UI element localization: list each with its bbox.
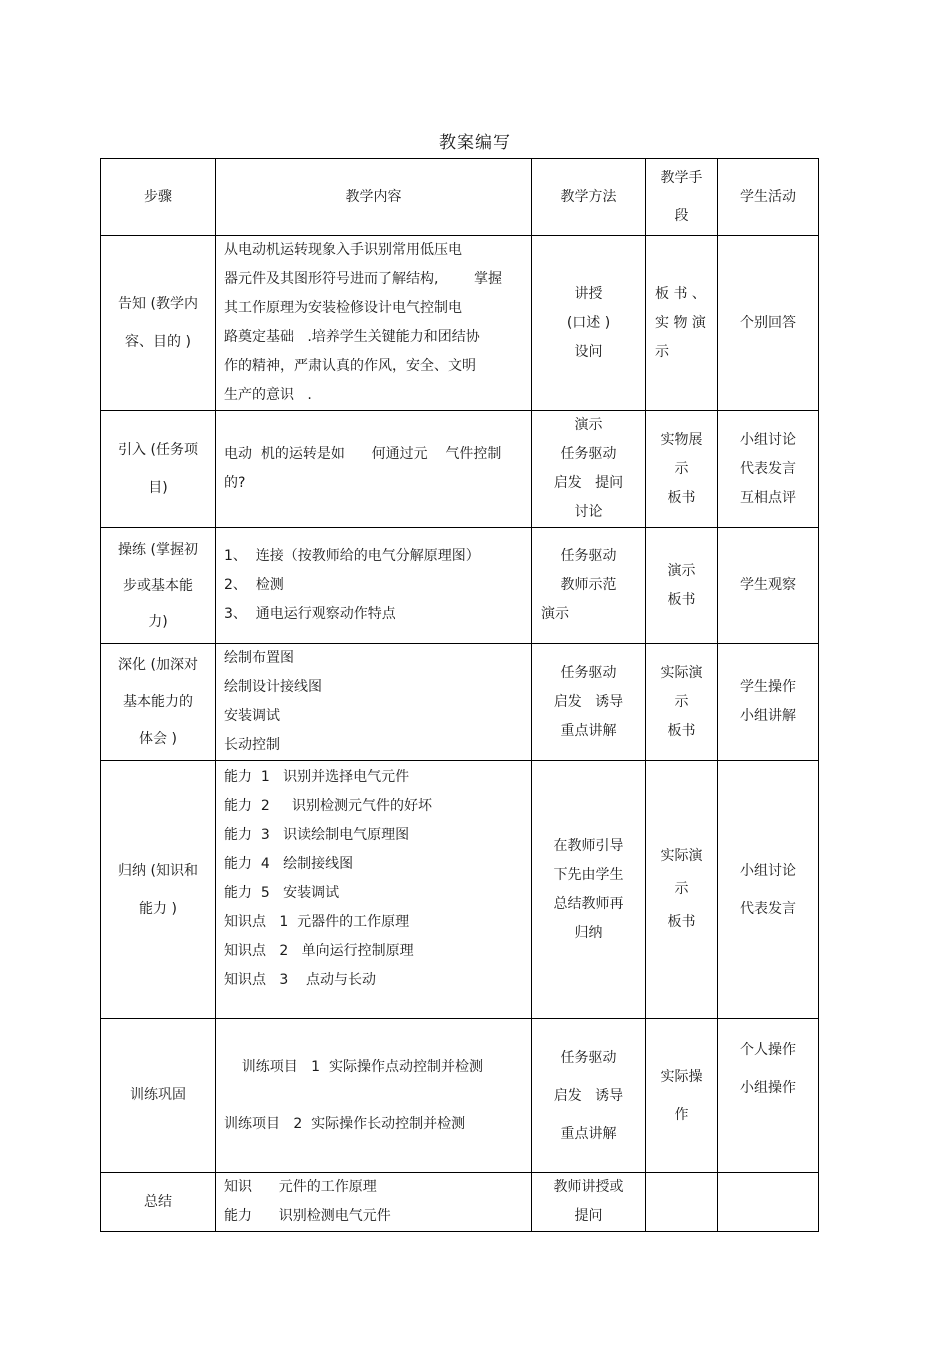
tools-cell (646, 528, 718, 644)
activity-line: 个人操作 (740, 1042, 796, 1058)
step-line: 深化 (加深对 (118, 656, 198, 673)
method-line: 提问 (574, 1208, 603, 1224)
activity-line: 学生观察 (740, 577, 796, 593)
header-method: 教学方法 (532, 159, 646, 236)
content-line: 路奠定基础 .培养学生关键能力和团结协 (224, 329, 480, 345)
content-line: 电动 机的运转是如 何通过元 气件控制 (224, 446, 502, 462)
activity-line: 代表发言 (740, 900, 796, 917)
method-line: 演示 (574, 417, 603, 433)
table-row (101, 236, 819, 411)
content-cell (216, 644, 532, 761)
content-line: 能力 1 识别并选择电气元件 (224, 769, 410, 785)
content-line: 绘制布置图 (224, 650, 294, 666)
step-cell (101, 761, 216, 1019)
step-cell (101, 528, 216, 644)
tools-line: 作 (674, 1106, 689, 1123)
tools-cell (646, 644, 718, 761)
step-line: 目) (148, 480, 168, 496)
method-line: 启发 诱导 (553, 1087, 624, 1104)
step-line: 操练 (掌握初 (118, 541, 198, 558)
content-cell (216, 1019, 532, 1173)
content-cell (216, 236, 532, 411)
activity-cell (718, 761, 819, 1019)
activity-line: 互相点评 (740, 489, 796, 506)
tools-cell (646, 236, 718, 411)
tools-line: 示 (674, 460, 689, 477)
content-cell (216, 1173, 532, 1232)
table-row (101, 761, 819, 1019)
content-line: 训练项目 1 实际操作点动控制并检测 (224, 1058, 483, 1075)
step-line: 能力 ) (139, 900, 177, 917)
step-cell (101, 1173, 216, 1232)
tools-cell (646, 411, 718, 528)
tools-line: 实物展 (660, 431, 703, 448)
content-line: 器元件及其图形符号进而了解结构, 掌握 (224, 271, 503, 287)
activity-line: 小组讨论 (740, 862, 796, 879)
tools-cell (646, 1019, 718, 1173)
activity-line: 个别回答 (740, 314, 796, 331)
tools-line: 演示 (667, 562, 696, 579)
table-row (101, 644, 819, 761)
activity-cell (718, 1019, 819, 1173)
method-line: 任务驱动 (560, 548, 617, 564)
activity-cell (718, 411, 819, 528)
tools-line: 板书 (667, 722, 696, 739)
method-line: 总结教师再 (553, 895, 624, 912)
content-line: 生产的意识 . (224, 387, 312, 403)
header-tools-line: 段 (674, 208, 689, 224)
content-line: 训练项目 2 实际操作长动控制并检测 (224, 1115, 466, 1132)
activity-cell (718, 528, 819, 644)
method-cell (532, 411, 646, 528)
step-line: 训练巩固 (130, 1087, 186, 1103)
method-line: 启发 诱导 (553, 693, 624, 710)
content-cell (216, 528, 532, 644)
step-line: 基本能力的 (123, 693, 193, 710)
step-line: 容、目的 ) (125, 334, 191, 350)
step-cell (101, 236, 216, 411)
method-line: 教师讲授或 (553, 1179, 624, 1195)
step-line: 力) (148, 613, 168, 630)
activity-line: 代表发言 (740, 460, 796, 477)
method-line: 启发 提问 (553, 475, 624, 491)
table-row (101, 411, 819, 528)
method-line: 讨论 (574, 504, 603, 520)
content-line: 能力 识别检测电气元件 (224, 1208, 391, 1224)
method-line: 下先由学生 (553, 866, 624, 883)
spacer (224, 1082, 523, 1110)
header-tools-line: 教学手 (660, 170, 703, 186)
content-line: 能力 5 安装调试 (224, 885, 340, 901)
method-line: 重点讲解 (560, 1125, 617, 1142)
tools-line: 实际演 (660, 664, 703, 681)
content-line: 从电动机运转现象入手识别常用低压电 (224, 242, 462, 258)
table-row (101, 528, 819, 644)
content-cell (216, 761, 532, 1019)
header-step: 步骤 (101, 159, 216, 236)
content-line: 的? (224, 475, 246, 491)
content-line: 2、 检测 (224, 577, 284, 593)
method-cell (532, 644, 646, 761)
step-line: 总结 (144, 1193, 172, 1210)
step-line: 告知 (教学内 (118, 296, 198, 312)
activity-line: 小组操作 (740, 1080, 796, 1096)
method-line: (口述 ) (566, 314, 611, 331)
table-row (101, 1019, 819, 1173)
content-line: 长动控制 (224, 737, 280, 753)
content-line: 作的精神，严肃认真的作风，安全、文明 (224, 358, 476, 374)
step-cell (101, 1019, 216, 1173)
activity-cell (718, 236, 819, 411)
document-title: 教案编写 (439, 133, 511, 153)
step-line: 归纳 (知识和 (118, 862, 198, 879)
step-line: 体会 ) (139, 730, 177, 747)
content-line: 能力 3 识读绘制电气原理图 (224, 827, 410, 843)
activity-cell (718, 1173, 819, 1232)
activity-line: 小组讲解 (740, 708, 796, 724)
activity-cell (718, 644, 819, 761)
tools-line: 板书 (667, 591, 696, 608)
header-activity: 学生活动 (718, 159, 819, 236)
content-line: 能力 4 绘制接线图 (224, 856, 354, 872)
content-line: 知识点 1 元器件的工作原理 (224, 914, 410, 930)
step-line: 引入 (任务项 (118, 442, 198, 458)
method-cell (532, 528, 646, 644)
content-line: 绘制设计接线图 (224, 679, 322, 695)
content-line: 能力 2 识别检测元气件的好坏 (224, 798, 433, 814)
method-cell (532, 1019, 646, 1173)
tools-line: 示 (655, 343, 669, 360)
content-line: 知识点 3 点动与长动 (224, 972, 377, 988)
method-line: 讲授 (574, 285, 603, 302)
content-line: 知识 元件的工作原理 (224, 1179, 377, 1195)
tools-line: 实际演 (660, 848, 703, 864)
content-cell (216, 411, 532, 528)
method-line: 归纳 (574, 924, 603, 941)
tools-line: 示 (674, 881, 689, 897)
method-cell (532, 1173, 646, 1232)
table-header-row (101, 159, 819, 236)
tools-line: 板书 (667, 489, 696, 506)
step-cell (101, 411, 216, 528)
method-line: 演示 (541, 606, 569, 622)
method-cell (532, 761, 646, 1019)
lesson-plan-table (100, 158, 819, 1232)
tools-line: 实 物 演 (655, 314, 706, 331)
content-line: 安装调试 (224, 708, 280, 724)
table-row (101, 1173, 819, 1232)
content-line: 其工作原理为安装检修设计电气控制电 (224, 300, 462, 316)
tools-line: 实际操 (660, 1068, 703, 1085)
method-line: 任务驱动 (560, 446, 617, 462)
tools-cell (646, 761, 718, 1019)
method-line: 任务驱动 (560, 1049, 617, 1066)
method-line: 在教师引导 (553, 837, 624, 854)
content-line: 1、 连接（按教师给的电气分解原理图） (224, 548, 480, 564)
step-line: 步或基本能 (123, 577, 193, 594)
method-line: 设问 (574, 343, 603, 360)
tools-line: 板 书 、 (655, 285, 706, 302)
header-content: 教学内容 (216, 159, 532, 236)
method-line: 重点讲解 (560, 722, 617, 739)
activity-line: 学生操作 (740, 679, 796, 695)
content-line: 知识点 2 单向运行控制原理 (224, 943, 414, 959)
method-cell (532, 236, 646, 411)
tools-cell (646, 1173, 718, 1232)
activity-line: 小组讨论 (740, 431, 796, 448)
content-line: 3、 通电运行观察动作特点 (224, 606, 396, 622)
step-cell (101, 644, 216, 761)
method-line: 任务驱动 (560, 664, 617, 681)
method-line: 教师示范 (560, 577, 617, 593)
tools-line: 示 (674, 693, 689, 710)
tools-line: 板书 (667, 914, 696, 930)
header-tools (646, 159, 718, 236)
